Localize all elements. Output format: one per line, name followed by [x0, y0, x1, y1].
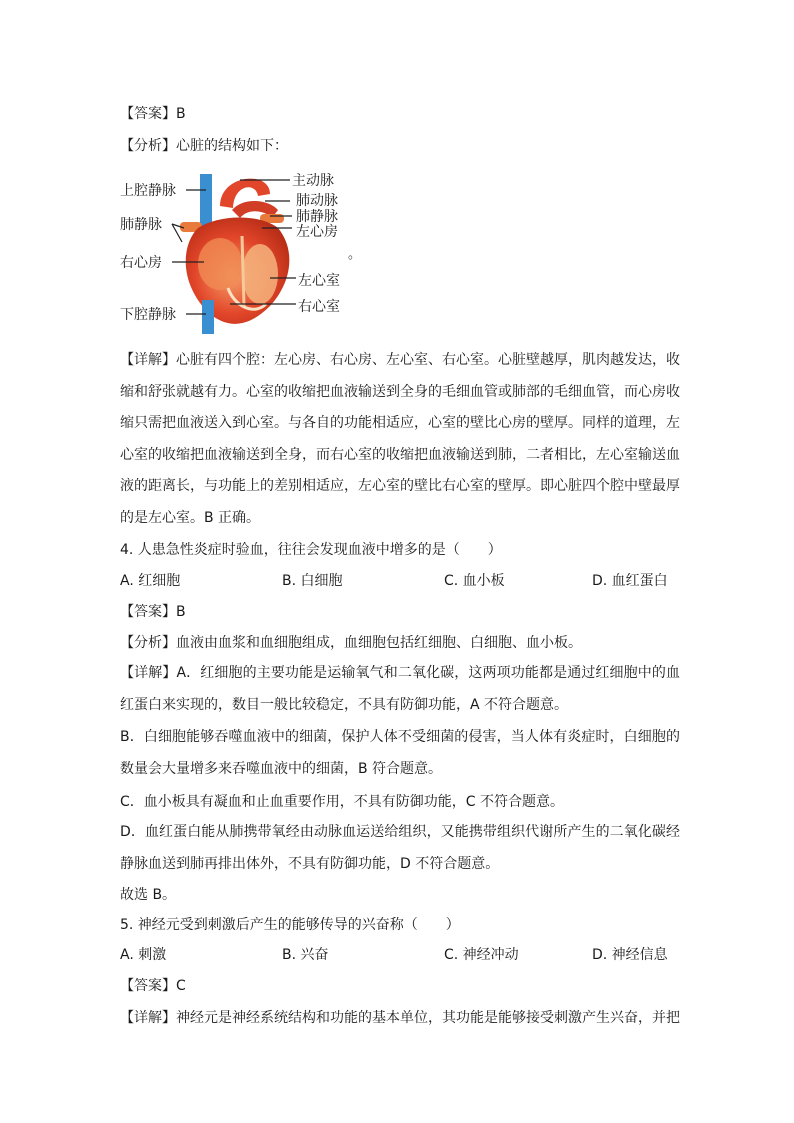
q4-option-b: B. 白细胞	[282, 573, 343, 589]
trailing-period: 。	[348, 247, 362, 262]
answer-label: 【答案】B	[120, 106, 186, 122]
inferior-vena-cava-shape	[202, 300, 214, 334]
q5-option-b: B. 兴奋	[282, 947, 329, 963]
label-left-atrium: 左心房	[296, 224, 338, 240]
q4-detail-d: D．血红蛋白能从肺携带氧经由动脉血运送给组织，又能携带组织代谢所产生的二氧化碳经静脉血送到肺再排出体外，不具有防御功能，D 不符合题意。	[120, 824, 680, 872]
q5-option-d: D. 神经信息	[592, 947, 668, 963]
q3-detail: 【详解】心脏有四个腔：左心房、右心房、左心室、右心室。心脏壁越厚，肌肉越发达，收缩和舒张就越有力。心室的收缩把血液输送到全身的毛细血管或肺部的毛细血管，而心房收缩只需把血液送入到心室。与各自的功能相适应，心室的壁比心房的壁厚。同样的道理，左心室的收缩把血液输送到全身，而右心室的收缩把血液输送到肺，二者相比，左心室输送血液的距离长，与功能上的差别相适应，左心室的壁比右心室的壁厚。即心脏四个腔中壁最厚的是左心室。B 正确。	[120, 352, 680, 526]
label-pulmonary-vein-right: 肺静脉	[296, 209, 338, 225]
label-superior-vena-cava: 上腔静脉	[120, 183, 176, 199]
q5-answer: 【答案】C	[120, 978, 186, 994]
q4-option-d: D. 血红蛋白	[592, 573, 668, 589]
q4-conclusion: 故选 B。	[120, 887, 177, 903]
q4-analysis: 【分析】血液由血浆和血细胞组成，血细胞包括红细胞、白细胞、血小板。	[120, 635, 582, 651]
left-ventricle-shape	[242, 244, 278, 304]
q5-option-c: C. 神经冲动	[444, 947, 519, 963]
label-pulmonary-artery: 肺动脉	[296, 193, 338, 209]
q4-option-a: A. 红细胞	[120, 573, 181, 589]
q5-option-a: A. 刺激	[120, 947, 167, 963]
q4-detail-c: C．血小板具有凝血和止血重要作用，不具有防御功能，C 不符合题意。	[120, 794, 564, 810]
label-aorta: 主动脉	[292, 173, 334, 189]
right-atrium-shape	[198, 238, 242, 290]
heart-diagram	[120, 166, 360, 334]
analysis-label: 【分析】心脏的结构如下：	[120, 138, 288, 154]
q4-detail-a: 【详解】A．红细胞的主要功能是运输氧气和二氧化碳，这两项功能都是通过红细胞中的血红蛋白来实现的，数目一般比较稳定，不具有防御功能，A 不符合题意。	[120, 665, 680, 713]
q5-detail: 【详解】神经元是神经系统结构和功能的基本单位，其功能是能够接受刺激产生兴奋，并把	[120, 1010, 680, 1026]
q4-answer: 【答案】B	[120, 604, 186, 620]
q4-question: 4. 人患急性炎症时验血，往往会发现血液中增多的是（ ）	[120, 542, 502, 558]
q5-question: 5. 神经元受到刺激后产生的能够传导的兴奋称（ ）	[120, 917, 460, 933]
label-right-atrium: 右心房	[120, 255, 162, 271]
label-inferior-vena-cava: 下腔静脉	[120, 307, 176, 323]
q4-detail-b: B．白细胞能够吞噬血液中的细菌，保护人体不受细菌的侵害，当人体有炎症时，白细胞的数量会大量增多来吞噬血液中的细菌，B 符合题意。	[120, 729, 680, 777]
label-right-ventricle: 右心室	[298, 299, 340, 315]
q4-option-c: C. 血小板	[444, 573, 505, 589]
label-pulmonary-vein-left: 肺静脉	[120, 217, 162, 233]
q4-options	[120, 570, 680, 592]
label-left-ventricle: 左心室	[298, 273, 340, 289]
q5-options	[120, 944, 680, 966]
